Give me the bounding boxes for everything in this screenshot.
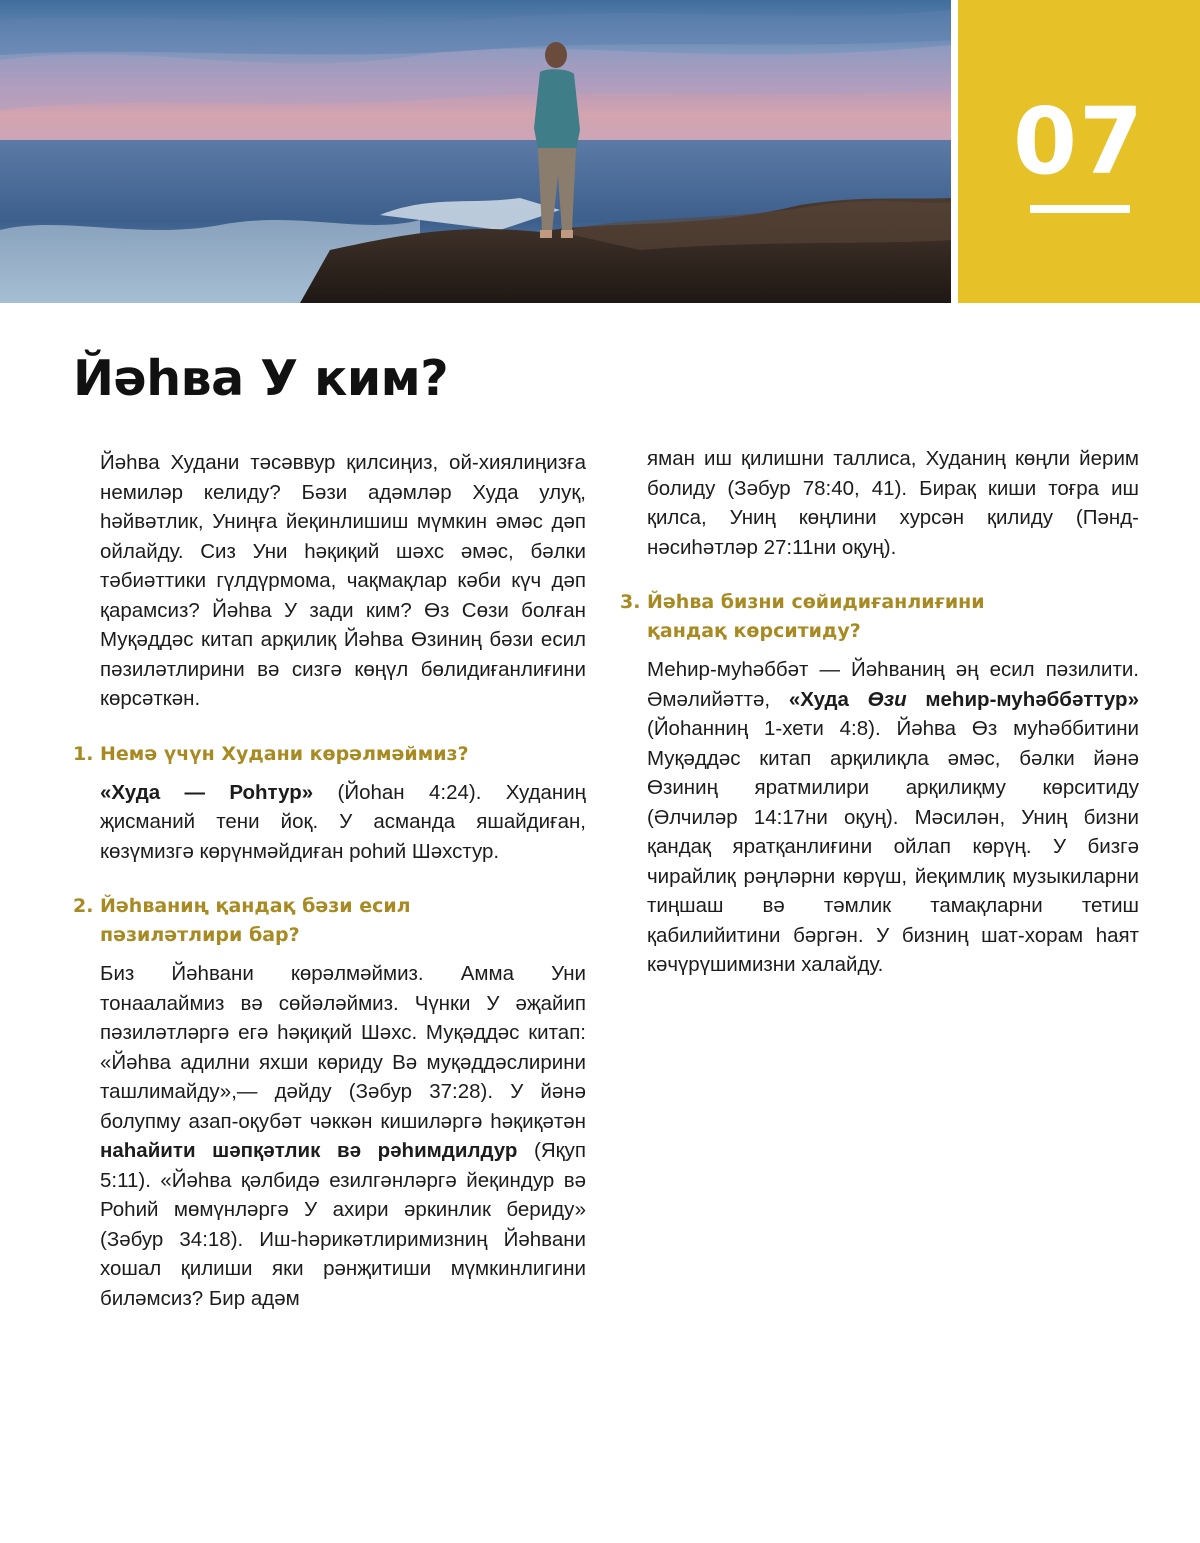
question-3-heading bbox=[620, 588, 1139, 646]
answer-1-paragraph bbox=[100, 778, 586, 867]
answer-3-bold-quote bbox=[789, 688, 1139, 711]
answer-3-paragraph bbox=[647, 655, 1139, 980]
answer-2-part2: (Яқуп 5:11). «Йәһва қәлбидә езилгәнләргә йеқиндур вә Роһий мөмүнләргә У ахири әркинлик бериду» (Зәбур 34:18). Иш-һәрикәтлиримизниң Йәһвани хошал қилиши яки рәнҗитиши мүмкинлигини биләмсиз? Бир адәм bbox=[100, 1139, 586, 1310]
hero-photo bbox=[0, 0, 951, 303]
question-2-line2: пәзиләтлири бар? bbox=[100, 924, 300, 946]
question-3-line1: Йәһва бизни сөйидиғанлиғини bbox=[647, 591, 985, 613]
answer-3-part1: Меһир-муһәббәт — Йәһваниң әң есил пәзилити. Әмәлийәттә, bbox=[647, 658, 1139, 711]
intro-paragraph: Йәһва Худани тәсәввур қилсиңиз, ой-хиялиңизға немиләр келиду? Бәзи адәмләр Худа улуқ, һәйвәтлик, Униңға йеқинлишиш мүмкин әмәс дәп ойлайду. Сиз Уни һәқиқий шәхс әмәс, бәлки тәбиәттики гүлдүрмома, чақмақлар кәби күч дәп қарамсиз? Йәһва У зади ким? Өз Сөзи болған Муқәддәс китап арқилиқ Йәһва Өзиниң бәзи есил пәзиләтлирини вә сизгә көңүл бөлидиғанлиғини көрсәткән. bbox=[100, 451, 586, 710]
answer-3-bold2: меһир-муһәббәттур» bbox=[906, 687, 1139, 711]
question-3-number: 3. bbox=[620, 591, 641, 613]
question-2-number: 2. bbox=[73, 895, 94, 917]
answer-1-bold: «Худа — Роһтур» bbox=[100, 780, 314, 804]
answer-1-text: (Йоһан 4:24). Худаниң җисманий тени йоқ. У асманда яшайдиған, көзүмизгә көрүнмәйдиған роһий Шәхстур. bbox=[100, 780, 587, 863]
question-1-text: Немә үчүн Худани көрәлмәймиз? bbox=[100, 742, 469, 765]
answer-3-bold-italic: Өзи bbox=[867, 687, 907, 711]
seaside-photo bbox=[0, 0, 951, 303]
answer-2-part1: Биз Йәһвани көрәлмәймиз. Амма Уни тонаалаймиз вә сөйәләймиз. Чүнки У әҗайип пәзиләтләргә егә һәқиқий Шәхс. Муқәддәс китап: «Йәһва адилни яхши көриду Вә муқәддәслирини ташлимайду»,— дәйду (Зәбур 37:28). У йәнә болупму азап-оқубәт чәккән кишиләргә һәқиқәтән bbox=[100, 962, 586, 1133]
answer-3-bold1: «Худа bbox=[788, 687, 868, 711]
left-column bbox=[73, 448, 587, 1313]
page-title: Йәһва У ким? bbox=[73, 350, 449, 407]
question-3-line2: қандақ көрситиду? bbox=[647, 620, 861, 642]
chapter-badge bbox=[958, 0, 1200, 303]
question-1-heading bbox=[73, 740, 586, 769]
question-2-heading bbox=[73, 892, 586, 950]
chapter-underline bbox=[1030, 205, 1130, 213]
answer-2-paragraph bbox=[100, 959, 586, 1313]
question-1-number: 1. bbox=[73, 742, 94, 765]
right-column bbox=[620, 447, 1139, 980]
answer-2-bold: наһайити шәпқәтлик вә рәһимдилдур bbox=[100, 1139, 518, 1162]
chapter-number: 07 bbox=[1012, 88, 1146, 195]
answer-3-part2: (Йоһанниң 1-хети 4:8). Йәһва Өз муһәббитини Муқәддәс китап арқилиқла әмәс, бәлки йәнә Өзиниң яратмилири арқилиқму көрситиду (Әлчиләр 14:17ни оқуң). Мәсилән, Униң бизни қандақ яратқанлиғини ойлап көрүң. У бизгә чирайлиқ рәңләрни көрүш, йеқимлиқ музыкиларни тиңшаш вә тәмлик тамақларни тетиш қабилийитини бәргән. У бизниң шат-хорам һаят кәчүрүшимизни халайду. bbox=[647, 717, 1139, 976]
question-2-line1: Йәһваниң қандақ бәзи есил bbox=[100, 895, 411, 917]
answer-2-continuation: яман иш қилишни таллиса, Худаниң көңли йерим болиду (Зәбур 78:40, 41). Бирақ киши тоғра иш қилса, Униң көңлини хурсән қилиду (Пәнд-нәсиһәтләр 27:11ни оқуң). bbox=[647, 447, 1139, 559]
